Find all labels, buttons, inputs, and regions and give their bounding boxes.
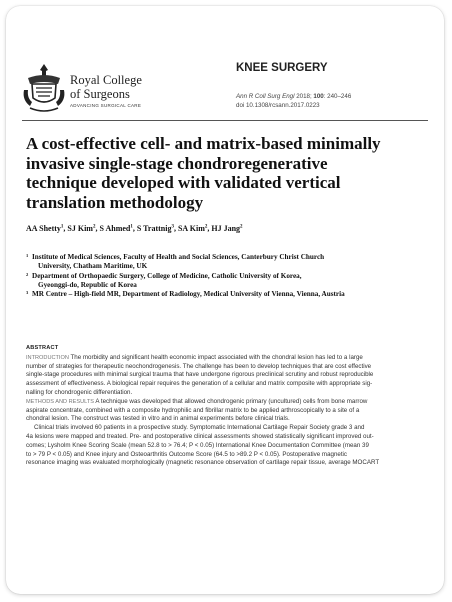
logo-tagline: ADVANCING SURGICAL CARE (70, 103, 142, 108)
abstract-line: The morbidity and significant health economic impact associated with the chondral lesion has led to a large (68, 353, 363, 361)
abstract-line: A technique was developed that allowed chondrogenic primary (uncultured) cells from bone marrow (93, 397, 368, 405)
author: S Trattnig (136, 224, 172, 233)
affiliation (26, 253, 436, 272)
abstract (26, 344, 434, 468)
affiliation-line: University, Chatham Maritime, UK (38, 262, 148, 271)
author: S Ahmed (99, 224, 131, 233)
author-list: AA Shetty$^1$, SJ Kim$^2$, S Ahmed$^1$, S Trattnig$^3$, SA Kim$^2$, HJ Jang$^2$ (26, 224, 243, 233)
logo-title-line1: Royal College (70, 73, 142, 87)
affiliation-number: 2 (26, 271, 29, 277)
affiliation-line: Gyeonggi-do, Republic of Korea (38, 280, 137, 289)
article-title (26, 134, 426, 212)
author-affil: 3 (171, 224, 174, 230)
cite-volume: 100 (313, 93, 324, 100)
title-line: A cost-effective cell- and matrix-based minimally (26, 134, 381, 153)
author-affil: 2 (240, 224, 243, 230)
abstract-line: comes; Lysholm Knee Scoring Scale (mean 52.8 to > 76.4; P < 0.05) International Knee Documentation Committee (mean 39 (26, 441, 369, 449)
affiliations (26, 253, 436, 299)
paper-page (6, 6, 444, 594)
citation (236, 92, 351, 110)
affiliation-line: MR Centre – High-field MR, Department of Radiology, Medical University of Vienna, Vienna, Austria (32, 290, 345, 299)
affiliation (26, 272, 436, 291)
author-affil: 1 (130, 224, 133, 230)
title-line: technique developed with validated vertical (26, 173, 341, 192)
abstract-line: Clinical trials involved 60 patients in a prospective study. Symptomatic International Cartilage Repair Society grade 3 and (34, 424, 365, 432)
affiliation-number: 1 (26, 253, 29, 258)
cite-pages: : 240–246 (323, 93, 352, 100)
journal-section: KNEE SURGERY (236, 62, 328, 74)
author-affil: 1 (60, 224, 64, 230)
abstract-line: resonance imaging was evaluated morphologically (magnetic resonance observation of cartilage repair tissue, average MOCART (26, 459, 380, 467)
abstract-line: number of strategies for therapeutic neochondrogenesis. The challenge has been to develop techniques that are cost effective (26, 362, 372, 370)
affiliation-line: Institute of Medical Sciences, Faculty of Health and Social Sciences, Canterbury Christ Church (32, 253, 325, 261)
affiliation-number: 3 (26, 290, 29, 296)
author-affil: 2 (92, 224, 96, 230)
cite-year: 2018; (294, 93, 314, 100)
affiliation-line: Department of Orthopaedic Surgery, College of Medicine, Catholic University of Korea, (32, 271, 302, 280)
title-line: translation methodology (26, 192, 204, 212)
doi: doi 10.1308/rcsann.2017.0223 (236, 102, 320, 109)
abstract-line: assessment of effectiveness. A biological repair requires the generation of a cellular and matrix composite with appropriate sig- (26, 380, 373, 388)
author: SJ Kim (67, 224, 93, 233)
author: HJ Jang (211, 224, 241, 233)
section-label-introduction: INTRODUCTION (26, 354, 69, 361)
abstract-line: 4a lesions were mapped and treated. Pre- and postoperative clinical assessments showed statistically significant improved out- (26, 432, 374, 440)
rcs-logo (22, 62, 182, 118)
title-line: invasive single-stage chondroregenerative (26, 153, 328, 173)
abstract-line: to > 79 P < 0.05) and Knee injury and Osteoarthritis Outcome Score (64.5 to >89.2 P < 0.05). Postoperative magnetic (26, 450, 348, 458)
section-label-methods: METHODS AND RESULTS (26, 398, 94, 405)
crest-icon (22, 62, 66, 114)
affiliation (26, 290, 436, 299)
abstract-heading: ABSTRACT (26, 345, 59, 351)
cite-journal: Ann R Coll Surg Engl (236, 93, 295, 100)
abstract-line: single-stage procedures with minimal surgical trauma that have undergone rigorous preclinical scrutiny and robust reproducible (26, 371, 374, 379)
author: AA Shetty (26, 224, 61, 233)
author-affil: 2 (204, 224, 208, 230)
logo-title-line2: of Surgeons (70, 87, 130, 101)
abstract-line: chondral lesion. The construct was tested in vitro and in animal experiments before clinical trials. (26, 415, 290, 423)
header-divider (22, 120, 428, 121)
author: SA Kim (177, 224, 205, 233)
abstract-line: aspirate concentrate, combined with a composite hydrophilic and fibrillar matrix to be applied arthroscopically to a site of a (26, 406, 360, 414)
abstract-line: nalling for chondrogenic differentiation. (26, 388, 133, 396)
